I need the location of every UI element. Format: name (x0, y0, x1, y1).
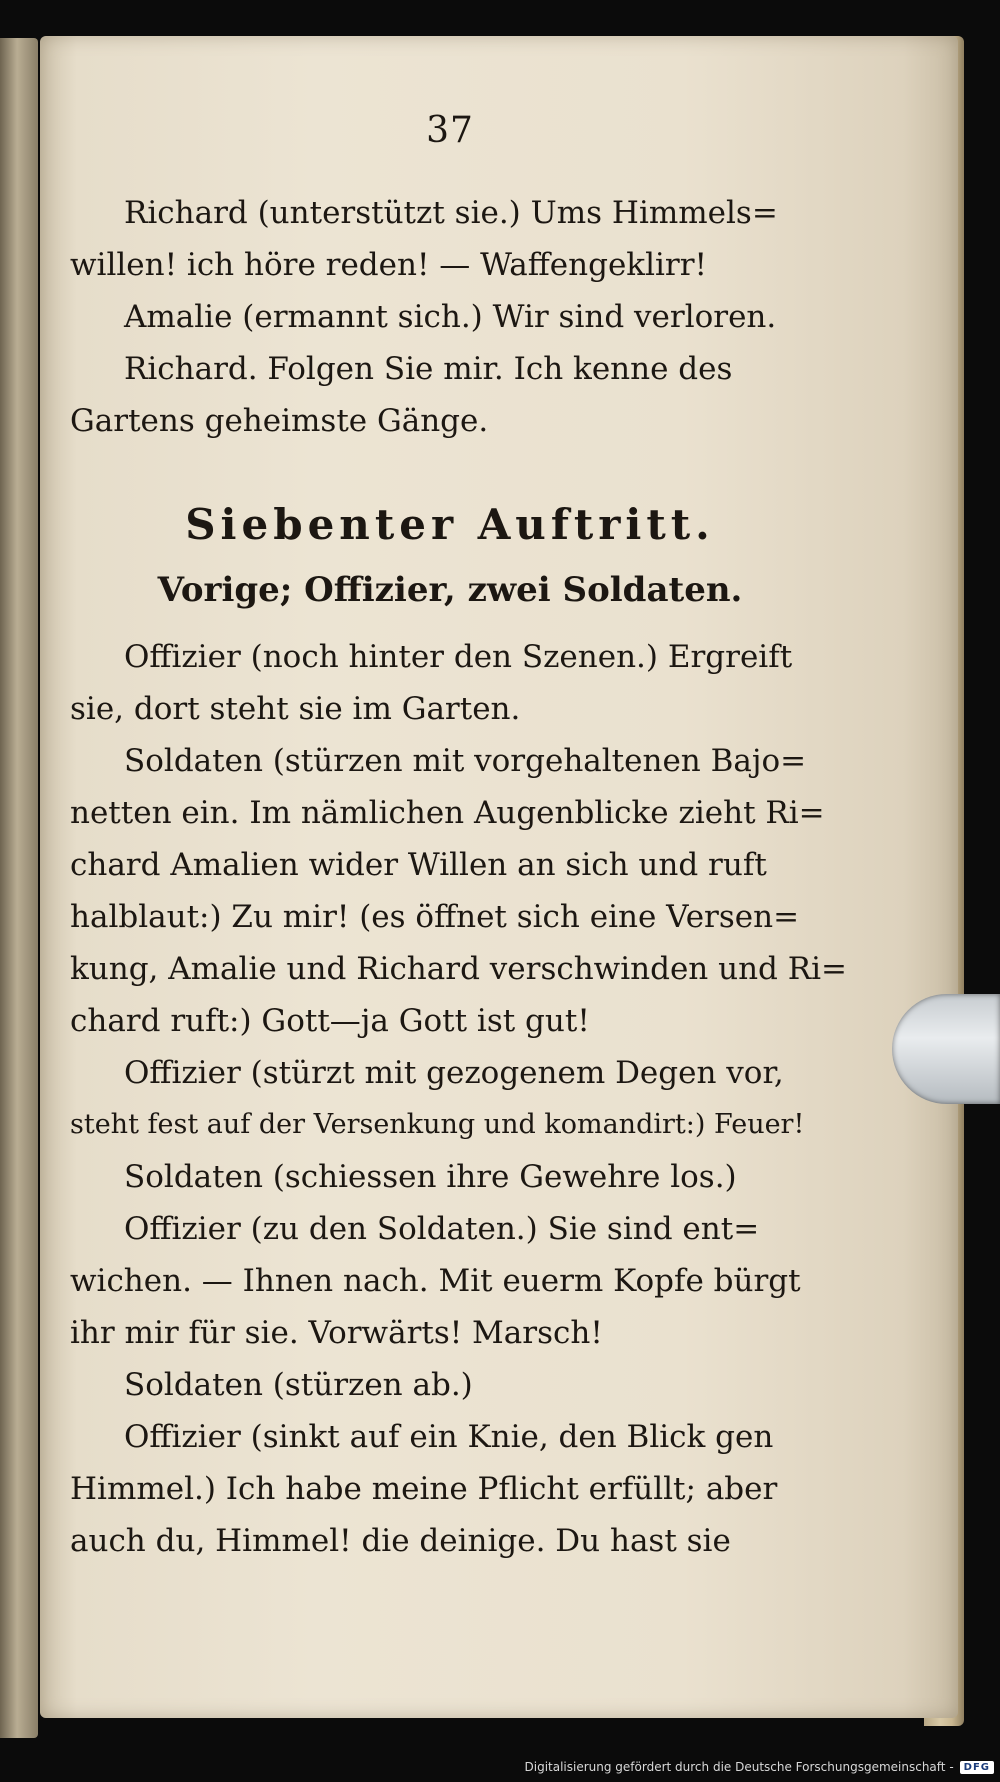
text-line: auch du, Himmel! die deinige. Du hast sie (70, 1523, 731, 1559)
text-line: Offizier (stürzt mit gezogenem Degen vor, (124, 1055, 784, 1091)
text-line: Gartens geheimste Gänge. (70, 403, 489, 439)
text-line: willen! ich höre reden! — Waffengeklirr! (70, 247, 708, 283)
text-line: chard ruft:) Gott—ja Gott ist gut! (70, 1003, 590, 1039)
text-line: Richard (unterstützt sie.) Ums Himmels= (124, 195, 778, 231)
digitization-footer (525, 1756, 995, 1778)
dialogue-block-top (70, 187, 830, 447)
page-text-block (70, 110, 847, 1567)
scene-heading: Siebenter Auftritt. (185, 500, 715, 549)
scene-cast-list: Vorige; Offizier, zwei Soldaten. (157, 570, 743, 610)
text-line: Offizier (zu den Soldaten.) Sie sind ent= (124, 1211, 760, 1247)
left-page-edge (0, 38, 38, 1738)
dfg-logo-icon: DFG (960, 1761, 994, 1774)
text-line: ihr mir für sie. Vorwärts! Marsch! (70, 1315, 603, 1351)
page-holder-clip (892, 994, 1000, 1104)
page-number: 37 (426, 110, 474, 151)
text-line: wichen. — Ihnen nach. Mit euerm Kopfe bürgt (70, 1263, 801, 1299)
text-line: Richard. Folgen Sie mir. Ich kenne des (124, 351, 733, 387)
text-line: Soldaten (stürzen ab.) (124, 1367, 473, 1403)
text-line: Offizier (sinkt auf ein Knie, den Blick gen (124, 1419, 774, 1455)
digitization-credit: Digitalisierung gefördert durch die Deutsche Forschungsgemeinschaft - (524, 1760, 954, 1774)
text-line: Amalie (ermannt sich.) Wir sind verloren. (124, 299, 777, 335)
text-line: Soldaten (schiessen ihre Gewehre los.) (124, 1159, 737, 1195)
text-line: chard Amalien wider Willen an sich und ruft (70, 847, 767, 883)
text-line: Offizier (noch hinter den Szenen.) Ergreift (124, 639, 793, 675)
text-line: Soldaten (stürzen mit vorgehaltenen Bajo= (124, 743, 807, 779)
dialogue-block-scene (70, 631, 847, 1567)
text-line: steht fest auf der Versenkung und komandirt:) Feuer! (70, 1109, 805, 1140)
text-line: netten ein. Im nämlichen Augenblicke zieht Ri= (70, 795, 825, 831)
text-line: sie, dort steht sie im Garten. (70, 691, 521, 727)
text-line: Himmel.) Ich habe meine Pflicht erfüllt; aber (70, 1471, 778, 1507)
text-line: kung, Amalie und Richard verschwinden und Ri= (70, 951, 847, 987)
text-line: halblaut:) Zu mir! (es öffnet sich eine Versen= (70, 899, 800, 935)
